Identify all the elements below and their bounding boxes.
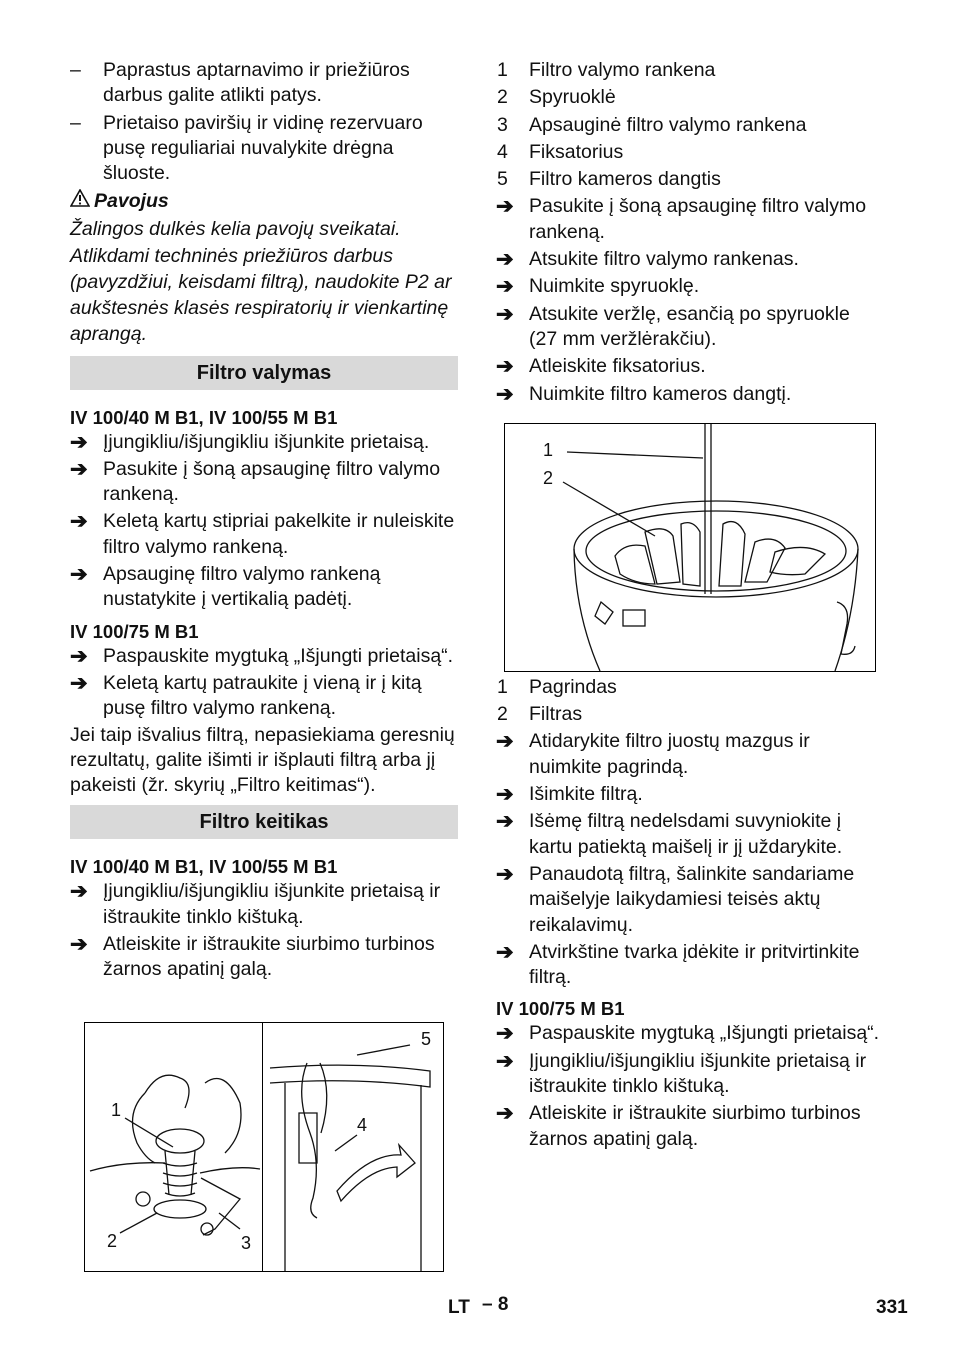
- step-item: [70, 430, 458, 455]
- arrow-icon: ➔: [70, 510, 88, 534]
- legend-item: [496, 58, 882, 83]
- warning-heading: [70, 189, 458, 214]
- arrow-icon: ➔: [70, 880, 88, 904]
- step-item: [496, 1049, 882, 1100]
- legend-number: 2: [497, 86, 508, 109]
- step-text: Pasukite į šoną apsauginę filtro valymo rankeną.: [103, 457, 441, 506]
- step-text: Nuimkite spyruoklę.: [529, 275, 700, 298]
- arrow-icon: ➔: [496, 275, 514, 299]
- list-item: [70, 58, 458, 109]
- step-text: Panaudotą filtrą, šalinkite sandariame maišelyje laikydamiesi teisės aktų reikalavimų.: [529, 862, 855, 936]
- step-text: Išėmę filtrą nedelsdami suvyniokite į kartu patiektą maišelį ir jį uždarykite.: [529, 810, 843, 858]
- arrow-icon: ➔: [70, 430, 88, 454]
- warning-title: Pavojus: [94, 190, 169, 213]
- left-column: [70, 58, 458, 985]
- list-item: [70, 111, 458, 187]
- step-item: [496, 194, 882, 245]
- step-text: Keletą kartų patraukite į vieną ir į kitą pusę filtro valymo rankeną.: [103, 671, 422, 720]
- model-subheading: IV 100/75 M B1: [496, 998, 625, 1020]
- section-heading-filtro-valymas: Filtro valymas: [70, 356, 458, 390]
- step-item: [70, 644, 458, 669]
- step-text: Atleiskite fiksatorius.: [529, 355, 706, 378]
- arrow-icon: ➔: [70, 644, 88, 668]
- legend-text: Pagrindas: [529, 675, 617, 698]
- step-text: Atidarykite filtro juostų mazgus ir nuimkite pagrindą.: [529, 730, 810, 778]
- legend-text: Spyruoklė: [529, 86, 616, 109]
- legend-text: Fiksatorius: [529, 140, 624, 163]
- step-item: [496, 940, 882, 991]
- warning-triangle-icon: [70, 189, 94, 214]
- figure-callout-1: 1: [543, 439, 554, 460]
- step-item: [70, 879, 458, 930]
- arrow-icon: ➔: [70, 933, 88, 957]
- arrow-icon: ➔: [496, 355, 514, 379]
- step-text: Paspauskite mygtuką „Išjungti prietaisą“.: [529, 1022, 880, 1045]
- step-text: Atleiskite ir ištraukite siurbimo turbinos žarnos apatinį galą.: [529, 1102, 861, 1150]
- figure-filter-chamber: [504, 423, 876, 672]
- paragraph-note: Jei taip išvalius filtrą, nepasiekiama geresnių rezultatų, galite išimti ir išplauti filtrą arba jį pakeisti (žr. skyrių „Filtro keitimas“).: [70, 724, 455, 797]
- figure-callout-5: 5: [421, 1029, 432, 1049]
- figure-callout-3: 3: [241, 1233, 252, 1253]
- dash-marker: –: [70, 111, 81, 134]
- step-item: [496, 1101, 882, 1152]
- arrow-icon: ➔: [496, 810, 514, 834]
- footer-section-page: – 8: [482, 1294, 509, 1315]
- legend-number: 1: [497, 59, 508, 81]
- figure-illustration: [505, 424, 875, 671]
- model-subheading: IV 100/75 M B1: [70, 620, 199, 642]
- step-text: Išimkite filtrą.: [529, 783, 643, 806]
- step-item: [496, 729, 882, 780]
- model-subheading: IV 100/40 M B1, IV 100/55 M B1: [70, 406, 338, 428]
- figure-callout-1: 1: [111, 1100, 122, 1120]
- legend-text: Filtras: [529, 703, 583, 726]
- step-item: [496, 1021, 882, 1046]
- legend-item: [496, 140, 882, 165]
- figure-callout-2: 2: [107, 1231, 118, 1251]
- step-text: Atsukite veržlę, esančią po spyruokle (27 mm veržlėrakčiu).: [529, 302, 850, 350]
- legend-item: [496, 85, 882, 110]
- step-text: Atvirkštine tvarka įdėkite ir pritvirtinkite filtrą.: [529, 940, 860, 989]
- legend-item: [496, 113, 882, 138]
- step-text: Keletą kartų stipriai pakelkite ir nuleiskite filtro valymo rankeną.: [103, 510, 455, 558]
- step-text: Nuimkite filtro kameros dangtį.: [529, 382, 792, 405]
- step-text: Įjungikliu/išjungikliu išjunkite prietaisą.: [103, 430, 430, 453]
- step-item: [496, 862, 882, 938]
- legend-item: [496, 167, 882, 192]
- list-item-text: Prietaiso paviršių ir vidinę rezervuaro pusę reguliariai nuvalykite drėgna šluoste.: [103, 111, 423, 185]
- arrow-icon: ➔: [496, 862, 514, 886]
- step-text: Paspauskite mygtuką „Išjungti prietaisą“.: [103, 644, 454, 667]
- arrow-icon: ➔: [496, 1102, 514, 1126]
- figure-callout-4: 4: [357, 1115, 368, 1135]
- section-heading-filtro-keitikas: Filtro keitikas: [70, 805, 458, 839]
- step-item: [70, 932, 458, 983]
- step-item: [70, 671, 458, 722]
- step-item: [496, 782, 882, 807]
- legend-number: 1: [497, 675, 508, 698]
- legend-text: Filtro valymo rankena: [529, 59, 716, 81]
- arrow-icon: ➔: [496, 302, 514, 326]
- arrow-icon: ➔: [496, 783, 514, 807]
- arrow-icon: ➔: [496, 730, 514, 754]
- arrow-icon: ➔: [496, 248, 514, 272]
- arrow-icon: ➔: [70, 562, 88, 586]
- footer-language: LT: [448, 1297, 470, 1318]
- figure-illustration: [85, 1023, 443, 1271]
- step-text: Atleiskite ir ištraukite siurbimo turbinos žarnos apatinį galą.: [103, 933, 435, 981]
- figure-callout-2: 2: [543, 467, 554, 488]
- step-text: Apsauginę filtro valymo rankeną nustatykite į vertikalią padėtį.: [103, 562, 381, 611]
- arrow-icon: ➔: [496, 1022, 514, 1046]
- arrow-icon: ➔: [496, 1049, 514, 1073]
- step-item: [496, 382, 882, 407]
- step-text: Pasukite į šoną apsauginę filtro valymo rankeną.: [529, 195, 867, 243]
- arrow-icon: ➔: [496, 382, 514, 406]
- legend-item: [496, 675, 882, 700]
- legend-number: 3: [497, 113, 508, 136]
- arrow-icon: ➔: [496, 940, 514, 964]
- arrow-icon: ➔: [496, 195, 514, 219]
- step-text: Įjungikliu/išjungikliu išjunkite prietaisą ir ištraukite tinklo kištuką.: [103, 880, 441, 928]
- page-number: 331: [876, 1297, 908, 1318]
- arrow-icon: ➔: [70, 457, 88, 481]
- step-item: [70, 509, 458, 560]
- right-column: [496, 58, 882, 1154]
- step-item: [496, 302, 882, 353]
- step-item: [496, 274, 882, 299]
- figure-filter-cleaning-handle: [84, 1022, 444, 1272]
- step-text: Įjungikliu/išjungikliu išjunkite prietaisą ir ištraukite tinklo kištuką.: [529, 1049, 867, 1098]
- step-item: [496, 247, 882, 272]
- legend-text: Filtro kameros dangtis: [529, 168, 721, 191]
- legend-text: Apsauginė filtro valymo rankena: [529, 113, 807, 136]
- model-subheading: IV 100/40 M B1, IV 100/55 M B1: [70, 856, 338, 878]
- legend-number: 4: [497, 140, 508, 163]
- step-item: [496, 354, 882, 379]
- step-item: [70, 457, 458, 508]
- list-item-text: Paprastus aptarnavimo ir priežiūros darbus galite atlikti patys.: [103, 59, 410, 107]
- legend-list-2: [496, 675, 882, 728]
- legend-number: 5: [497, 168, 508, 191]
- legend-item: [496, 702, 882, 727]
- dash-marker: –: [70, 59, 81, 81]
- arrow-icon: ➔: [70, 671, 88, 695]
- step-text: Atsukite filtro valymo rankenas.: [529, 248, 799, 271]
- step-item: [70, 562, 458, 613]
- step-item: [496, 809, 882, 860]
- warning-text: Žalingos dulkės kelia pavojų sveikatai. Atlikdami techninės priežiūros darbus (pavyzdžiui, keisdami filtrą), naudokite P2 ar aukštesnės klasės respiratorių ir vienkartinę aprangą.: [70, 218, 452, 346]
- legend-number: 2: [497, 703, 508, 726]
